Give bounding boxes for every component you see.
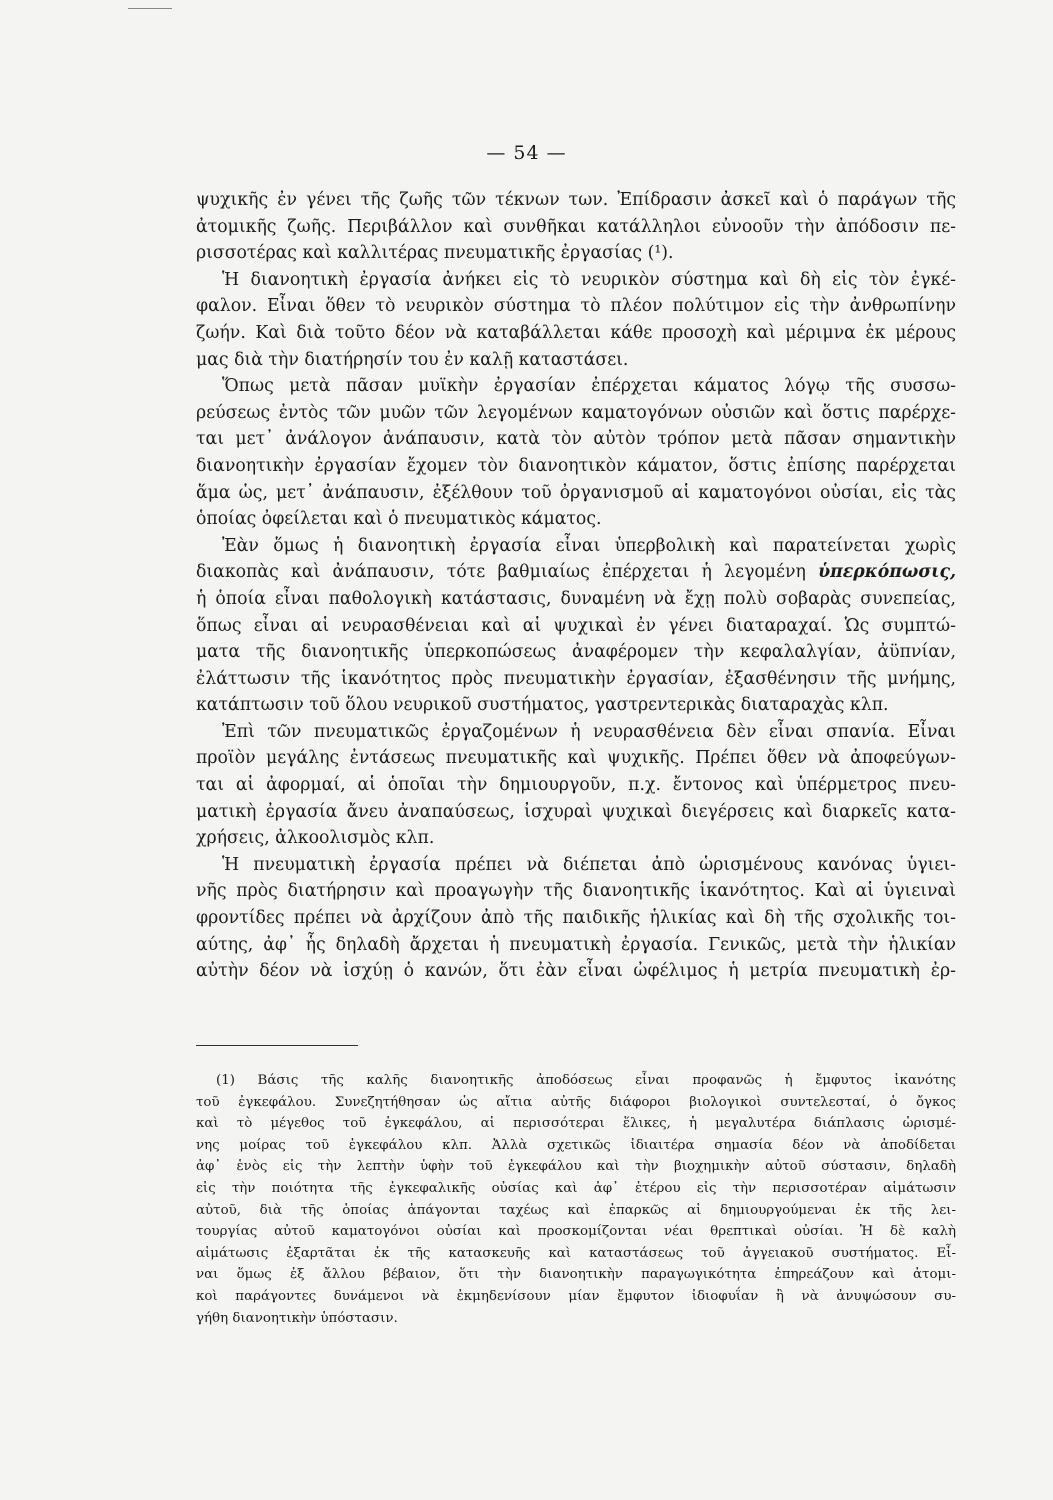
paragraph [196,373,956,533]
text-line: ζωήν. Καὶ διὰ τοῦτο δέον νὰ καταβάλλεται κάθε προσοχὴ καὶ μέριμνα ἐκ μέρους [196,322,956,343]
text-line: φροντίδες πρέπει νὰ ἀρχίζουν ἀπὸ τῆς παιδικῆς ἡλικίας καὶ δὴ τῆς σχολικῆς τοι- [196,908,956,929]
footnote-line: τοῦ ἐγκεφάλου. Συνεζητήθησαν ὡς αἴτια αὐτῆς διάφοροι βιολογικοὶ συντελεσταί, ὁ ὄγκος [196,1094,956,1110]
footnote-line: τουργίας αὐτοῦ καματογόνοι οὐσίαι καὶ προσκομίζονται νέαι θρεπτικαὶ οὐσίαι. Ἡ δὲ καλὴ [196,1224,956,1240]
text-line: ἐλάττωσιν τῆς ἱκανότητος πρὸς πνευματικὴν ἐργασίαν, ἐξασθένησιν τῆς μνήμης, [196,668,956,689]
footnote-line: κοὶ παράγοντες δυνάμενοι νὰ ἐκμηδενίσουν μίαν ἔμφυτον ἰδιοφυΐαν ἢ νὰ ἀνυψώσουν συ- [196,1288,956,1304]
text-line: ται μετ᾽ ἀνάλογον ἀνάπαυσιν, κατὰ τὸν αὐτὸν τρόπον μετὰ πᾶσαν σημαντικὴν [196,429,956,450]
paragraph [196,852,956,985]
text-line: Ἡ διανοητικὴ ἐργασία ἀνήκει εἰς τὸ νευρικὸν σύστημα καὶ δὴ εἰς τὸν ἐγκέ- [222,269,956,290]
emphasized-term: ὑπερκόπωσις, [818,562,956,583]
text-line: Ἐὰν ὅμως ἡ διανοητικὴ ἐργασία εἶναι ὑπερβολικὴ καὶ παρατείνεται χωρὶς [222,535,956,556]
text-line: κατάπτωσιν τοῦ ὅλου νευρικοῦ συστήματος, γαστρεντερικὰς διαταραχὰς κλπ. [196,695,889,716]
text-line: μας διὰ τὴν διατήρησίν του ἐν καλῇ καταστάσει. [196,349,629,370]
text-line: προϊὸν μεγάλης ἐντάσεως πνευματικῆς καὶ ψυχικῆς. Πρέπει ὅθεν νὰ ἀποφεύγων- [196,748,956,769]
text-line: ρισσοτέρας καὶ καλλιτέρας πνευματικῆς ἐργασίας (¹). [196,243,674,264]
footnote-line: γήθη διανοητικὴν ὑπόστασιν. [196,1310,398,1326]
body-text [196,187,956,985]
text-line: ἡ ὁποία εἶναι παθολογικὴ κατάστασις, δυναμένη νὰ ἔχῃ πολὺ σοβαρὰς συνεπείας, [196,588,956,609]
footnote-line: ἀφ᾽ ἑνὸς εἰς τὴν λεπτὴν ὑφὴν τοῦ ἐγκεφάλου καὶ τὴν βιοχημικὴν αὐτοῦ σύστασιν, δηλαδὴ [196,1159,956,1175]
text-line: αὐτὴν δέον νὰ ἰσχύῃ ὁ κανών, ὅτι ἐὰν εἶναι ὠφέλιμος ἡ μετρία πνευματικὴ ἐρ- [196,961,956,982]
paragraph [196,267,956,373]
text-line: ματικὴ ἐργασία ἄνευ ἀναπαύσεως, ἰσχυραὶ ψυχικαὶ διεγέρσεις καὶ διαρκεῖς κατα- [196,801,956,822]
text-line: φαλον. Εἶναι ὅθεν τὸ νευρικὸν σύστημα τὸ πλέον πολύτιμον εἰς τὴν ἀνθρωπίνην [196,296,956,317]
text-line: ὁποίας ὀφείλεται καὶ ὁ πνευματικὸς κάματος. [196,509,602,530]
paragraph [196,719,956,852]
text-line: ἀτομικῆς ζωῆς. Περιβάλλον καὶ συνθῆκαι κατάλληλοι εὐνοοῦν τὴν ἀπόδοσιν πε- [196,216,956,237]
corner-mark [128,8,172,9]
footnote-line: καὶ τὸ μέγεθος τοῦ ἐγκεφάλου, αἱ περισσότεραι ἕλικες, ἡ μεγαλυτέρα διάπλασις ὡρισμέ- [196,1116,956,1132]
text-line-with-emphasis [196,559,956,586]
footnote-line: αἱμάτωσις ἐξαρτᾶται ἐκ τῆς κατασκευῆς καὶ καταστάσεως τοῦ ἀγγειακοῦ συστήματος. Εἶ- [196,1245,956,1261]
text-line: διανοητικὴν ἐργασίαν ἔχομεν τὸν διανοητικὸν κάματον, ὅστις ἐπίσης παρέρχεται [196,455,956,476]
page-number: — 54 — [486,142,567,164]
paragraph [196,533,956,719]
footnote-divider [196,1045,358,1046]
text-line: ὅπως εἶναι αἱ νευρασθένειαι καὶ αἱ ψυχικαὶ ἐν γένει διαταραχαί. Ὡς συμπτώ- [196,615,956,636]
text-line: ρεύσεως ἐντὸς τῶν μυῶν τῶν λεγομένων καματογόνων οὐσιῶν καὶ ὅστις παρέρχε- [196,402,956,423]
footnote-line: εἰς τὴν ποιότητα τῆς ἐγκεφαλικῆς οὐσίας καὶ ἀφ᾽ ἑτέρου εἰς τὴν περισσοτέραν αἱμάτωσιν [196,1180,956,1196]
footnote-line: αὐτοῦ, διὰ τῆς ὁποίας ἀπάγονται ταχέως καὶ ἐπαρκῶς αἱ δημιουργούμεναι ἐκ τῆς λει- [196,1202,956,1218]
text-line: ματα τῆς διανοητικῆς ὑπερκοπώσεως ἀναφέρομεν τὴν κεφαλαλγίαν, ἀϋπνίαν, [196,642,956,663]
text-line: αύτης, ἀφ᾽ ἧς δηλαδὴ ἄρχεται ἡ πνευματικὴ ἐργασία. Γενικῶς, μετὰ τὴν ἡλικίαν [196,934,956,955]
text-line: νῆς πρὸς διατήρησιν καὶ προαγωγὴν τῆς διανοητικῆς ἱκανότητος. Καὶ αἱ ὑγιειναὶ [196,881,956,902]
text-line: Ἡ πνευματικὴ ἐργασία πρέπει νὰ διέπεται ἀπὸ ὡρισμένους κανόνας ὑγιει- [222,854,956,875]
text-line: Ἐπὶ τῶν πνευματικῶς ἐργαζομένων ἡ νευρασθένεια δὲν εἶναι σπανία. Εἶναι [222,721,956,742]
text-line: ἅμα ὡς, μετ᾽ ἀνάπαυσιν, ἐξέλθουν τοῦ ὀργανισμοῦ αἱ καματογόνοι οὐσίαι, εἰς τὰς [196,482,956,503]
text-line: ται αἱ ἀφορμαί, αἱ ὁποῖαι τὴν δημιουργοῦν, π.χ. ἔντονος καὶ ὑπέρμετρος πνευ- [196,775,956,796]
text-line: χρήσεις, ἀλκοολισμὸς κλπ. [196,828,435,849]
paragraph [196,187,956,267]
footnote-line: ναι ὅμως ἐξ ἄλλου βέβαιον, ὅτι τὴν διανοητικὴν παραγωγικότητα ἐπηρεάζουν καὶ ἀτομι- [196,1267,956,1283]
text-line-start: διακοπὰς καὶ ἀνάπαυσιν, τότε βαθμιαίως ἐπέρχεται ἡ λεγομένη [196,562,819,583]
footnote [196,1070,956,1329]
text-line: Ὅπως μετὰ πᾶσαν μυϊκὴν ἐργασίαν ἐπέρχεται κάματος λόγῳ τῆς συσσω- [222,376,956,397]
footnote-line: (1) Βάσις τῆς καλῆς διανοητικῆς ἀποδόσεως εἶναι προφανῶς ἡ ἔμφυτος ἱκανότης [216,1073,956,1088]
footnote-line: νης μοίρας τοῦ ἐγκεφάλου κλπ. Ἀλλὰ σχετικῶς ἰδιαιτέρα σημασία δέον νὰ ἀποδίδεται [196,1137,956,1153]
text-line: ψυχικῆς ἐν γένει τῆς ζωῆς τῶν τέκνων των. Ἐπίδρασιν ἀσκεῖ καὶ ὁ παράγων τῆς [196,190,956,210]
